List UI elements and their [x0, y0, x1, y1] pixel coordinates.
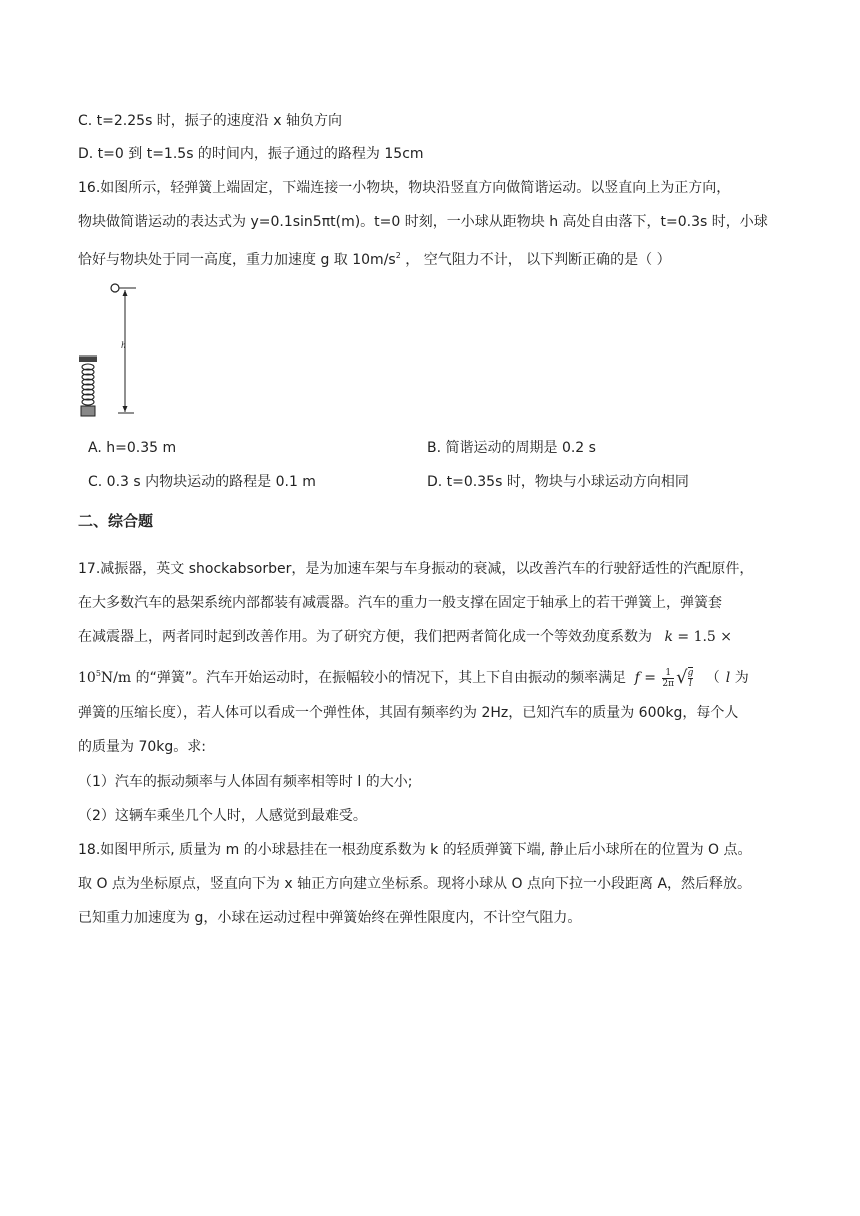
- falling-ball-icon: [111, 284, 119, 292]
- q16-option-b: B. 简谐运动的周期是 0.2 s: [427, 440, 596, 456]
- formula-fraction: $\frac{1}{2\pi}$: [662, 667, 675, 689]
- q16-stem-line1: 16.如图所示，轻弹簧上端固定，下端连接一小物块，物块沿竖直方向做简谐运动。以竖直向上为正方向，: [78, 180, 731, 196]
- q17-stem-line5: 弹簧的压缩长度），若人体可以看成一个弹性体，其固有频率约为 2Hz，已知汽车的质量为 600kg，每个人: [78, 705, 739, 721]
- q17-stem-line3: 在减震器上，两者同时起到改善作用。为了研究方便，我们把两者简化成一个等效劲度系数为 k = 1.5 ×: [78, 629, 733, 645]
- q17-stem-line6: 的质量为 70kg。求:: [78, 739, 206, 755]
- formula-f: f =: [634, 670, 656, 686]
- figure-label-h: h: [121, 341, 127, 350]
- q18-stem-line3: 已知重力加速度为 g，小球在运动过程中弹簧始终在弹性限度内，不计空气阻力。: [78, 910, 582, 926]
- q16-stem-line2: 物块做简谐运动的表达式为 y=0.1sin5πt(m)。t=0 时刻，一小球从距物块 h 高处自由落下，t=0.3s 时，小球: [78, 214, 768, 230]
- q16-option-d: D. t=0.35s 时，物块与小球运动方向相同: [427, 474, 689, 490]
- q17-stem-line1: 17.减振器，英文 shockabsorber，是为加速车架与车身振动的衰减，以改善汽车的行驶舒适性的汽配原件，: [78, 561, 754, 577]
- q17-stem-line4: $10^5N/m$ 的“弹簧”。汽车开始运动时，在振幅较小的情况下，其上下自由振动的频率满足 f = $\frac{1}{2\pi}$ √ $\frac{g}{l}$ （ l 为: [78, 667, 749, 689]
- q17-subquestion-2: （2）这辆车乘坐几个人时，人感觉到最难受。: [78, 808, 367, 824]
- q18-stem-line2: 取 O 点为坐标原点，竖直向下为 x 轴正方向建立坐标系。现将小球从 O 点向下拉一小段距离 A，然后释放。: [78, 876, 752, 892]
- block-icon: [81, 406, 95, 416]
- q15-option-d: D. t=0 到 t=1.5s 的时间内，振子通过的路程为 15cm: [78, 146, 424, 162]
- q16-stem-line3: 恰好与物块处于同一高度，重力加速度 g 取 $10m/s^2$ ， 空气阻力不计， 以下判断正确的是（ ）: [78, 251, 671, 268]
- q17-stem-line2: 在大多数汽车的悬架系统内部都装有减震器。汽车的重力一般支撑在固定于轴承上的若干弹簧上，弹簧套: [78, 595, 722, 611]
- q16-option-a: A. h=0.35 m: [88, 440, 177, 456]
- section-heading: 二、综合题: [78, 512, 154, 530]
- q16-option-c: C. 0.3 s 内物块运动的路程是 0.1 m: [88, 474, 316, 490]
- formula-sqrt: √ $\frac{g}{l}$: [676, 667, 694, 689]
- spring-icon: [82, 364, 94, 405]
- q17-subquestion-1: （1）汽车的振动频率与人体固有频率相等时 l 的大小;: [78, 774, 413, 790]
- q18-stem-line1: 18.如图甲所示, 质量为 m 的小球悬挂在一根劲度系数为 k 的轻质弹簧下端, 静止后小球所在的位置为 O 点。: [78, 842, 752, 858]
- q15-option-c: C. t=2.25s 时，振子的速度沿 x 轴负方向: [78, 113, 342, 129]
- q16-figure-spring-ball: [76, 280, 146, 425]
